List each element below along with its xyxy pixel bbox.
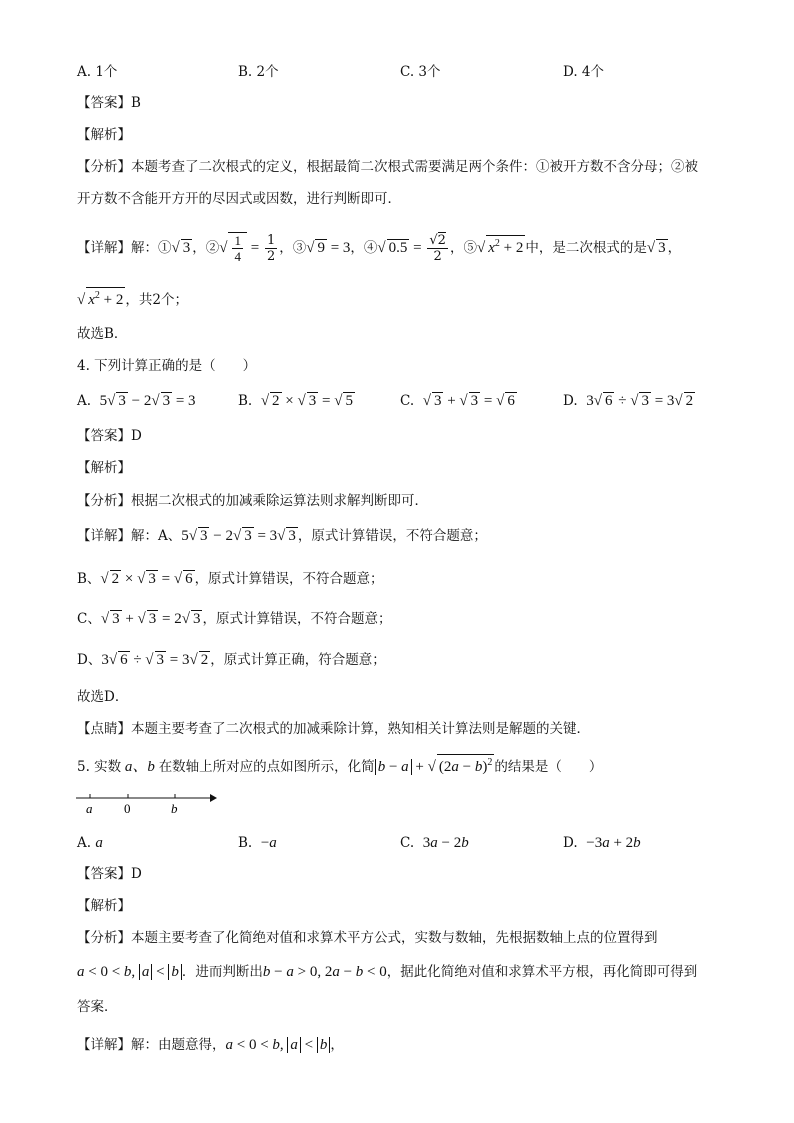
- q5-analysis-line3: 答案．: [77, 999, 118, 1015]
- q4-option-a: [77, 391, 196, 411]
- q4-detail-d-tail: ，原式计算正确，符合题意；: [210, 652, 386, 668]
- q3-detail-text: 中，是二次根式的是: [525, 239, 647, 256]
- q5-option-a-label: A.: [77, 835, 92, 851]
- q4-detail-a-expr: 5√ 3 − 2√ 3 = 3√ 3: [181, 528, 296, 544]
- q5-analysis-text: ．进而判断出: [181, 964, 263, 980]
- q3-conclusion: 故选B．: [77, 326, 128, 342]
- q3-jiexi-heading: 【解析】: [77, 127, 131, 143]
- q5-option-d-label: D.: [563, 835, 578, 851]
- q5-analysis-line1: 【分析】本题主要考查了化简绝对值和求算术平方公式，实数与数轴，先根据数轴上点的位置得到: [77, 930, 658, 946]
- q5-option-b: [238, 833, 277, 853]
- q5-option-d-expr: −3a + 2b: [586, 835, 641, 851]
- q4-detail-d-expr: 3√ 6 ÷ √ 3 = 3√ 2: [101, 652, 209, 668]
- q5-stem-part3: 的结果是（ ）: [494, 759, 603, 775]
- fraction-half: $\frac{1}{2}$: [266, 232, 276, 264]
- q5-option-b-expr: −a: [260, 835, 277, 851]
- q3-analysis-line1: 【分析】本题考查了二次根式的定义，根据最简二次根式需要满足两个条件：①被开方数不含分母；②被: [77, 159, 698, 175]
- q5-detail-tail: ，: [330, 1037, 344, 1053]
- q5-expression: b − a + √ $(2a - b)^2$: [375, 759, 495, 775]
- q5-stem: [77, 754, 602, 777]
- q4-option-b-label: B.: [238, 393, 253, 409]
- q4-detail-c-expr: √ 3 + √ 3 = 2√ 3: [100, 611, 201, 627]
- q4-jiexi-heading: 【解析】: [77, 460, 131, 476]
- q5-jiexi-heading: 【解析】: [77, 898, 131, 914]
- q3-detail-sep: ，: [667, 239, 682, 256]
- q4-option-d: [563, 391, 695, 411]
- q3-detail-sep: ，②: [192, 239, 220, 256]
- q5-detail: [77, 1035, 344, 1055]
- q3-option-b: B. 2个: [238, 64, 279, 80]
- q3-detail-line2: [77, 287, 188, 310]
- q4-option-a-label: A.: [77, 393, 92, 409]
- q5-analysis-text2: ，据此化简绝对值和求算术平方根，再化简即可得到: [386, 964, 698, 980]
- q4-detail-c: [77, 609, 391, 629]
- q4-detail-c-head: C、: [77, 611, 101, 627]
- q5-option-d: [563, 833, 641, 853]
- q4-detail-d-head: D、: [77, 652, 102, 668]
- sqrt-0-5: √ 0.5 =: [377, 239, 426, 256]
- q4-analysis: 【分析】根据二次根式的加减乘除运算法则求解判断即可．: [77, 493, 428, 509]
- q4-detail-b-tail: ，原式计算错误，不符合题意；: [194, 571, 384, 587]
- q3-detail-line: [77, 232, 681, 264]
- q4-detail-b-expr: √ 2 × √ 3 = √ 6: [100, 571, 193, 587]
- q3-detail-sep: ，⑤: [449, 239, 477, 256]
- q5-option-a-expr: a: [95, 835, 103, 851]
- q4-stem: 4. 下列计算正确的是（ ）: [77, 358, 257, 374]
- q5-analysis-line2: [77, 962, 697, 982]
- q3-option-d: D. 4个: [563, 64, 605, 80]
- fraction-sqrt2-over-2: $\frac{√2}{2}$: [429, 232, 446, 264]
- q4-detail-b-head: B、: [77, 571, 101, 587]
- equals-half: =: [246, 239, 263, 256]
- q4-detail-a-head: 【详解】解：A、: [77, 528, 182, 544]
- q4-detail-d: [77, 650, 386, 670]
- sqrt-3-result: √ 3: [646, 239, 666, 256]
- q4-conclusion: 故选D．: [77, 689, 129, 705]
- q3-option-a: A. 1个: [77, 64, 118, 80]
- sqrt-9-eq-3: √ 9 = 3: [306, 239, 351, 256]
- q5-option-c-label: C.: [400, 835, 415, 851]
- q4-option-c-expr: √ 3 + √ 3 = √ 6: [422, 393, 515, 409]
- q4-option-d-expr: 3√ 6 ÷ √ 3 = 3√ 2: [586, 393, 694, 409]
- q5-detail-inequality: a < 0 < b, a < b: [226, 1037, 331, 1053]
- q3-option-c: C. 3个: [400, 64, 441, 80]
- q5-option-c-expr: 3a − 2b: [422, 835, 469, 851]
- q5-inequality-2: b − a > 0, 2a − b < 0: [262, 964, 387, 980]
- number-line-figure: [74, 788, 219, 818]
- q5-var-ab: a、b: [121, 759, 159, 775]
- q5-option-a: [77, 833, 103, 853]
- q5-inequality-1: a < 0 < b, a < b: [77, 964, 182, 980]
- q3-detail-sep: ，④: [350, 239, 378, 256]
- q4-answer: 【答案】D: [77, 428, 142, 444]
- number-line-label-a: a: [86, 801, 93, 816]
- q4-option-c-label: C.: [400, 393, 415, 409]
- q5-option-c: [400, 833, 469, 853]
- sqrt-x2-plus-2: √ $x^2 + 2$: [477, 240, 525, 256]
- q4-option-d-label: D.: [563, 393, 578, 409]
- q3-detail-sep: ，③: [279, 239, 307, 256]
- q5-detail-head: 【详解】解：由题意得，: [77, 1037, 226, 1053]
- sqrt-x2-plus-2-result: √ $x^2 + 2$: [77, 292, 125, 308]
- q4-option-b: [238, 391, 355, 411]
- q3-detail-head: 【详解】解：①: [77, 239, 172, 256]
- q5-answer: 【答案】D: [77, 866, 142, 882]
- sqrt-quarter: √ $\frac{1}{4}$: [219, 240, 247, 256]
- number-line-label-zero: 0: [124, 801, 131, 816]
- number-line-label-b: b: [171, 801, 178, 816]
- q4-remark: 【点睛】本题主要考查了二次根式的加减乘除计算，熟知相关计算法则是解题的关键．: [77, 721, 590, 737]
- q5-stem-part1: 5. 实数: [77, 759, 122, 775]
- q3-detail-count: ，共2个；: [125, 292, 188, 308]
- q3-analysis-line2: 开方数不含能开方开的尽因式或因数，进行判断即可．: [77, 191, 401, 207]
- q5-option-b-label: B.: [238, 835, 253, 851]
- q5-stem-part2: 在数轴上所对应的点如图所示，化简: [158, 759, 375, 775]
- q4-detail-a: [77, 526, 487, 546]
- q4-option-c: [400, 391, 517, 411]
- q4-detail-c-tail: ，原式计算错误，不符合题意；: [202, 611, 392, 627]
- q4-detail-b: [77, 569, 384, 589]
- q4-option-a-expr: 5√ 3 − 2√ 3 = 3: [99, 393, 196, 409]
- q4-detail-a-tail: ，原式计算错误，不符合题意；: [297, 528, 487, 544]
- sqrt-3: √ 3: [171, 239, 191, 256]
- q3-answer: 【答案】B: [77, 95, 141, 111]
- q4-option-b-expr: √ 2 × √ 3 = √ 5: [260, 393, 353, 409]
